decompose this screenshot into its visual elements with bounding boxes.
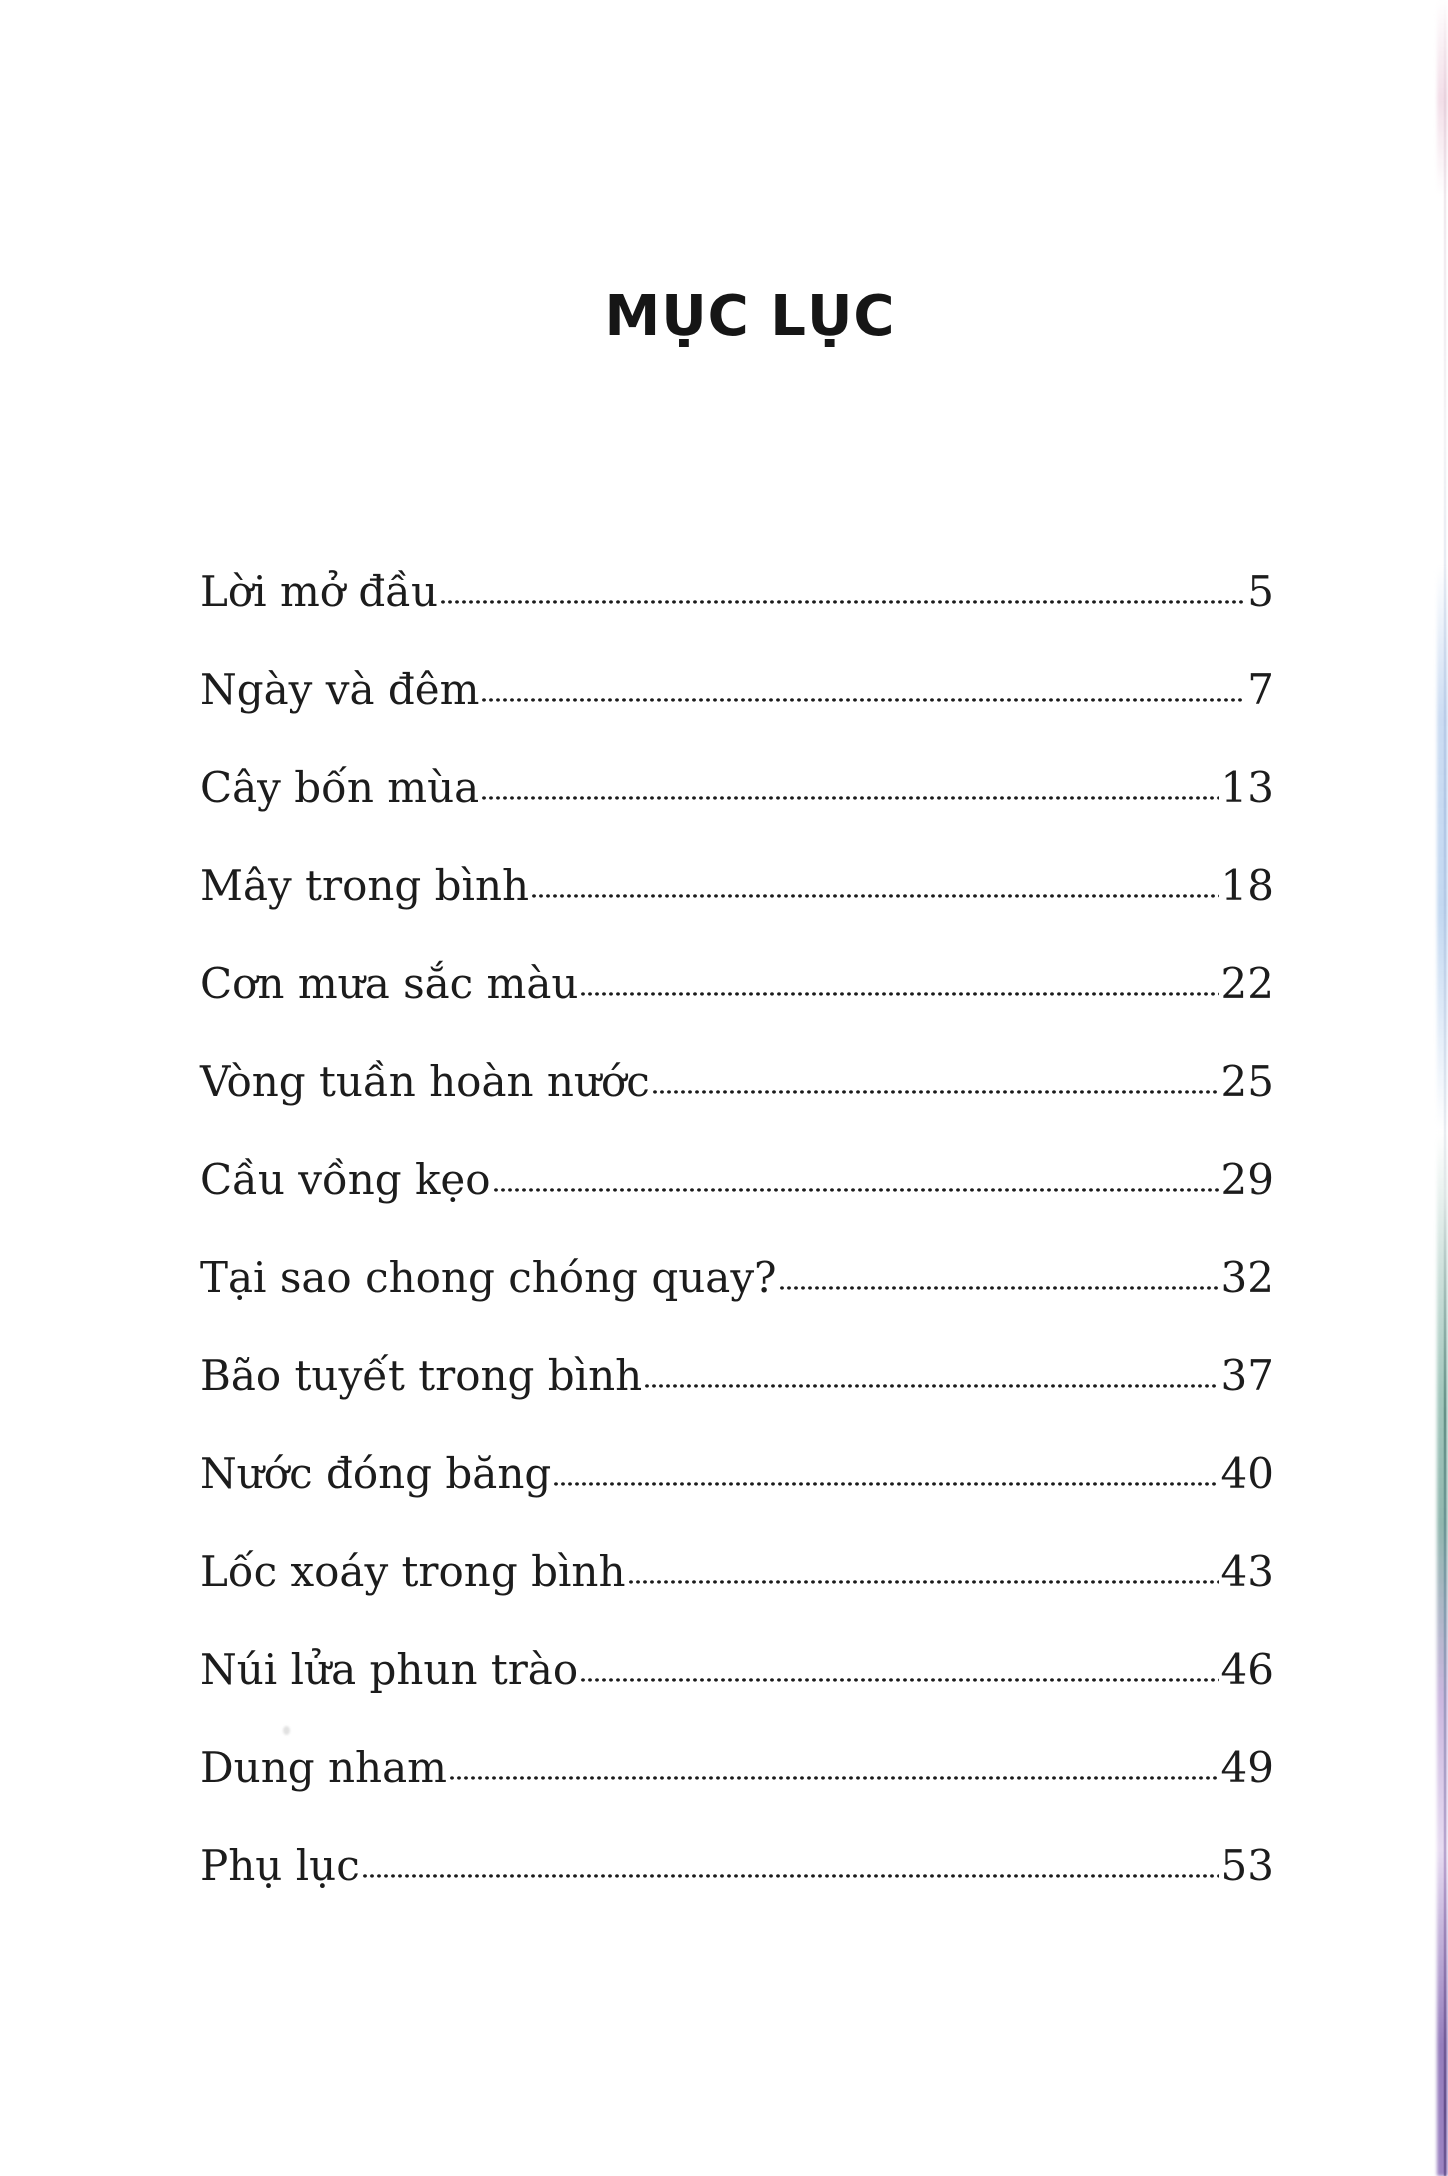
toc-entry-page-number: 32 xyxy=(1220,1253,1274,1302)
dot-leader xyxy=(645,1384,1218,1389)
toc-entry-title: Lốc xoáy trong bình xyxy=(200,1547,626,1596)
toc-entry xyxy=(200,809,1274,910)
toc-entry-page-number: 7 xyxy=(1247,665,1274,714)
dot-leader xyxy=(581,992,1218,997)
toc-entry-title: Dung nham xyxy=(200,1743,447,1792)
page-edge-color-line xyxy=(1444,0,1447,2176)
page-title: MỤC LỤC xyxy=(604,284,896,349)
toc-entry-title: Cầu vồng kẹo xyxy=(200,1155,491,1204)
dot-leader xyxy=(780,1286,1219,1291)
toc-entry xyxy=(200,515,1274,616)
toc-entry-title: Lời mở đầu xyxy=(200,567,439,616)
toc-entry xyxy=(200,1789,1274,1890)
dot-leader xyxy=(494,1188,1219,1193)
toc-entry-page-number: 49 xyxy=(1220,1743,1274,1792)
dot-leader xyxy=(482,698,1245,703)
toc-entry-page-number: 22 xyxy=(1220,959,1274,1008)
dot-leader xyxy=(441,600,1245,605)
toc-entry-page-number: 18 xyxy=(1220,861,1274,910)
toc-entry-title: Cây bốn mùa xyxy=(200,763,480,812)
dot-leader xyxy=(450,1776,1219,1781)
toc-entry xyxy=(200,613,1274,714)
toc-entry xyxy=(200,1103,1274,1204)
toc-entry-page-number: 25 xyxy=(1220,1057,1274,1106)
toc-entry xyxy=(200,1005,1274,1106)
toc-entry xyxy=(200,1201,1274,1302)
toc-entry xyxy=(200,1691,1274,1792)
dot-leader xyxy=(653,1090,1219,1095)
toc-entry-page-number: 43 xyxy=(1220,1547,1274,1596)
toc-entry-title: Cơn mưa sắc màu xyxy=(200,959,579,1008)
toc-entry-title: Vòng tuần hoàn nước xyxy=(200,1057,650,1106)
page-edge-color-artifact xyxy=(1437,0,1448,2176)
dot-leader xyxy=(363,1874,1219,1879)
toc-entry-title: Ngày và đêm xyxy=(200,665,480,714)
toc-entry xyxy=(200,1397,1274,1498)
toc-entry xyxy=(200,907,1274,1008)
toc-entry-page-number: 13 xyxy=(1220,763,1274,812)
toc-entry-title: Bão tuyết trong bình xyxy=(200,1351,643,1400)
toc-entry xyxy=(200,711,1274,812)
toc-entry-page-number: 53 xyxy=(1220,1841,1274,1890)
toc-list xyxy=(200,515,1274,1890)
toc-entry-title: Phụ lục xyxy=(200,1841,360,1890)
toc-entry-page-number: 5 xyxy=(1247,567,1274,616)
toc-entry xyxy=(200,1593,1274,1694)
toc-entry-page-number: 29 xyxy=(1220,1155,1274,1204)
scan-smudge xyxy=(283,1726,290,1735)
toc-entry-title: Núi lửa phun trào xyxy=(200,1645,579,1694)
toc-entry-title: Mây trong bình xyxy=(200,861,530,910)
dot-leader xyxy=(482,796,1218,801)
toc-entry xyxy=(200,1495,1274,1596)
toc-entry-title: Tại sao chong chóng quay? xyxy=(200,1253,777,1302)
toc-entry-page-number: 40 xyxy=(1220,1449,1274,1498)
toc-entry-page-number: 37 xyxy=(1220,1351,1274,1400)
dot-leader xyxy=(554,1482,1218,1487)
dot-leader xyxy=(532,894,1218,899)
toc-entry-title: Nước đóng băng xyxy=(200,1449,552,1498)
toc-entry-page-number: 46 xyxy=(1220,1645,1274,1694)
dot-leader xyxy=(581,1678,1218,1683)
dot-leader xyxy=(629,1580,1219,1585)
toc-entry xyxy=(200,1299,1274,1400)
